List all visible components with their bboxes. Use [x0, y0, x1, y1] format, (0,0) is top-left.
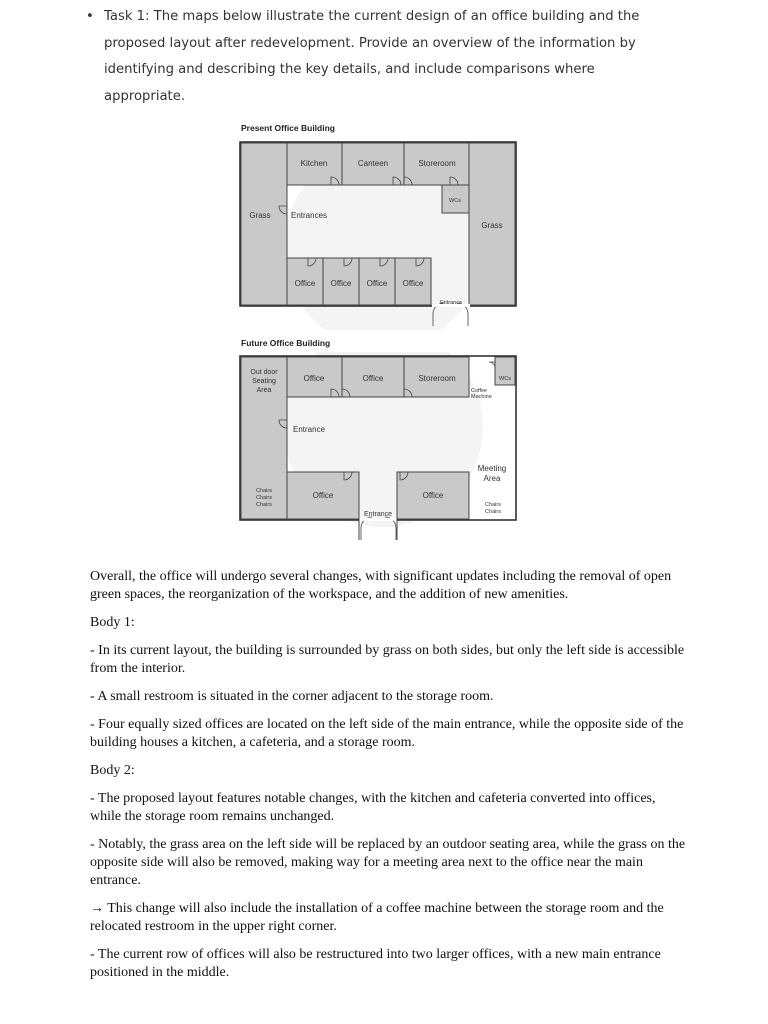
present-wcs-label: WCs [449, 198, 461, 204]
essay-body2-p1: - The proposed layout features notable changes, with the kitchen and cafeteria converted into offices, while the storage room remains unchanged. [90, 791, 656, 824]
future-outdoor-label-1: Out door [250, 369, 278, 376]
future-coffee-label-1: Coffee [471, 388, 488, 394]
future-map-title: Future Office Building [241, 338, 331, 348]
future-meeting-label-2: Area [483, 474, 501, 483]
essay-overview: Overall, the office will undergo several changes, with significant updates including the removal of open green spaces, the reorganization of the workspace, and the addition of new amenities. [90, 569, 672, 602]
essay [90, 568, 690, 992]
essay-body2-p3: → This change will also include the installation of a coffee machine between the storage room and the relocated restroom in the upper right corner. [90, 901, 664, 934]
future-coffee-label-2: Machine [471, 394, 492, 400]
future-storeroom-label: Storeroom [418, 374, 456, 383]
present-office-1-label: Office [294, 279, 316, 288]
future-outdoor-label-2: Seating [252, 378, 276, 385]
future-chairs-1: Chairs [256, 488, 272, 494]
present-grass-left [241, 143, 287, 305]
present-entrances-label: Entrances [291, 211, 328, 220]
essay-body2-p2: - Notably, the grass area on the left side will be replaced by an outdoor seating area, while the grass on the opposite side will also be removed, making way for a meeting area next to the office near the main entrance. [90, 837, 686, 888]
future-entrance-bottom-label: Entrance [363, 511, 393, 518]
present-kitchen-label: Kitchen [300, 159, 328, 168]
present-office-3-label: Office [366, 279, 388, 288]
future-chairs-4: Chairs [485, 502, 501, 508]
task-text: Task 1: The maps below illustrate the current design of an office building and the proposed layout after redevelopment. Provide an overview of the information by identifying and describing the key details, and include comparisons where appropriate. [104, 9, 640, 104]
future-office-top-2-label: Office [362, 374, 384, 383]
present-entrance-label: Entrance [439, 300, 463, 306]
present-office-4-label: Office [402, 279, 424, 288]
future-entrance-gap [359, 518, 397, 521]
present-office-2-label: Office [330, 279, 352, 288]
future-office-bottom-right-label: Office [422, 491, 444, 500]
future-chairs-3: Chairs [256, 502, 272, 508]
present-storeroom-label: Storeroom [418, 159, 456, 168]
future-chairs-5: Chairs [485, 509, 501, 515]
future-meeting-label-1: Meeting [477, 464, 507, 473]
present-grass-left-label: Grass [249, 211, 271, 220]
essay-body1-p2: - A small restroom is situated in the corner adjacent to the storage room. [90, 689, 494, 704]
present-office-map [238, 138, 520, 330]
essay-body2-heading: Body 2: [90, 763, 135, 778]
future-office-map [238, 352, 520, 544]
task-prompt [86, 4, 664, 110]
present-grass-right-label: Grass [481, 221, 503, 230]
future-outdoor-label-3: Area [256, 387, 272, 394]
future-office-top-1-label: Office [303, 374, 325, 383]
present-canteen-label: Canteen [357, 159, 389, 168]
essay-body1-p3: - Four equally sized offices are located on the left side of the main entrance, while the opposite side of the building houses a kitchen, a cafeteria, and a storage room. [90, 717, 684, 750]
bullet: • [86, 9, 94, 24]
future-office-bottom-left-label: Office [312, 491, 334, 500]
future-wcs-label: WCs [499, 376, 511, 382]
future-chairs-2: Chairs [256, 495, 272, 501]
essay-body1-p1: - In its current layout, the building is surrounded by grass on both sides, but only the left side is accessible from the interior. [90, 643, 685, 676]
essay-body2-p4: - The current row of offices will also be restructured into two larger offices, with a new main entrance positioned in the middle. [90, 947, 661, 980]
present-map-title: Present Office Building [241, 123, 335, 133]
essay-body1-heading: Body 1: [90, 615, 135, 630]
future-entrance-left-label: Entrance [293, 425, 326, 434]
